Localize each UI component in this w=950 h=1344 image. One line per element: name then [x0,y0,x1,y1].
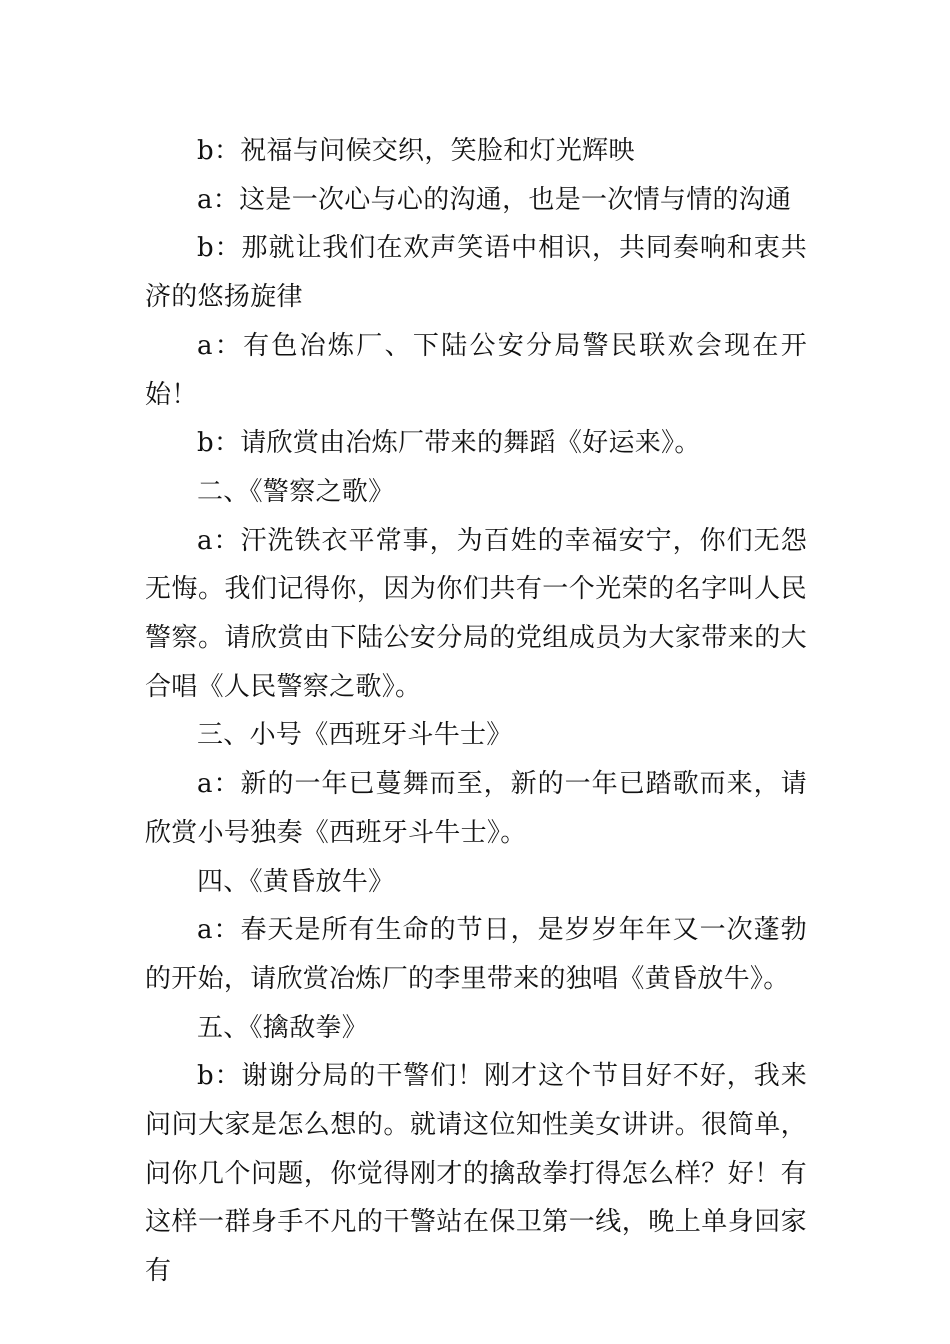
paragraph-police-song: a：汗洗铁衣平常事，为百姓的幸福安宁，你们无怨无悔。我们记得你，因为你们共有一个光荣的名字叫人民警察。请欣赏由下陆公安分局的党组成员为大家带来的大合唱《人民警察之歌》。 [145,525,807,702]
paragraph-dance-intro: b：请欣赏由冶炼厂带来的舞蹈《好运来》。 [197,428,701,459]
paragraph-communication: a：这是一次心与心的沟通，也是一次情与情的沟通 [197,184,792,215]
section-heading-5: 五、《擒敌拳》 [197,1012,369,1043]
paragraph-opening: a：有色冶炼厂、下陆公安分局警民联欢会现在开始！ [145,330,807,410]
document-body [145,127,807,1296]
paragraph-trumpet-solo: a：新的一年已蔓舞而至，新的一年已踏歌而来，请欣赏小号独奏《西班牙斗牛士》。 [145,769,807,848]
paragraph-boxing: b：谢谢分局的干警们！刚才这个节目好不好，我来问问大家是怎么想的。就请这位知性美女讲讲。很简单，问你几个问题，你觉得刚才的擒敌拳打得怎么样？好！有这样一群身手不凡的干警站在保卫第一线，晚上单身回家有 [145,1061,807,1287]
paragraph-solo-song: a：春天是所有生命的节日，是岁岁年年又一次蓬勃的开始，请欣赏冶炼厂的李里带来的独唱《黄昏放牛》。 [145,915,807,994]
paragraph-melody: b：那就让我们在欢声笑语中相识，共同奏响和衷共济的悠扬旋律 [145,233,807,313]
paragraph-blessing: b：祝福与问候交织，笑脸和灯光辉映 [197,136,635,166]
section-heading-2: 二、《警察之歌》 [197,476,395,507]
section-heading-4: 四、《黄昏放牛》 [197,866,395,897]
section-heading-3: 三、小号《西班牙斗牛士》 [197,720,513,751]
